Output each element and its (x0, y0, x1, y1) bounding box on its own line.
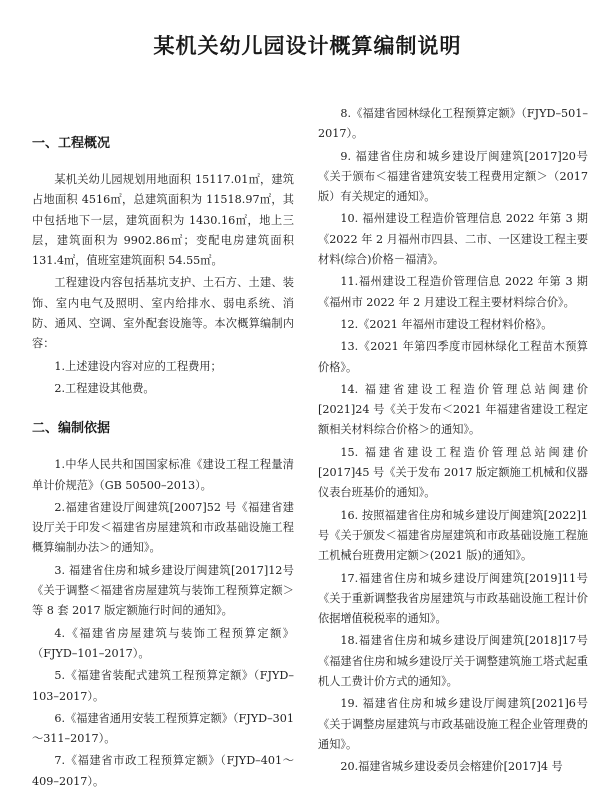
overview-paragraph: 2.工程建设其他费。 (54, 381, 155, 395)
overview-paragraph: 某机关幼儿园规划用地面积 15117.01㎡，建筑占地面积 4516㎡，总建筑面积为 11518.97㎡，其中包括地下一层，建筑面积为 1430.16㎡，地上三层，建筑面积为 9902.86㎡；变配电房建筑面积 131.4㎡，值班室建筑面积 54.55㎡。 (32, 173, 294, 268)
overview-paragraph: 1.上述建设内容对应的工程费用； (54, 359, 222, 373)
basis-item: 3. 福建省住房和城乡建设厅闽建筑[2017]12号《关于调整＜福建省房屋建筑与装饰工程预算定额＞等 8 套 2017 版定额施行时间的通知》。 (32, 563, 294, 618)
basis-item: 1.中华人民共和国国家标准《建设工程工程量清单计价规范》（GB 50500–2013）。 (32, 458, 294, 492)
basis-item: 11.福州建设工程造价管理信息 2022 年第 3 期《福州市 2022 年 2 月建设工程主要材料综合价》。 (318, 275, 588, 309)
basis-item: 2.福建省建设厅闽建筑[2007]52 号《福建省建设厅关于印发＜福建省房屋建筑和市政基础设施工程概算编制办法＞的通知》。 (32, 500, 294, 555)
basis-item: 5.《福建省装配式建筑工程预算定额》（FJYD–103–2017）。 (32, 669, 294, 703)
basis-item: 15. 福建省建设工程造价管理总站闽建价[2017]45 号《关于发布 2017 版定额施工机械和仪器仪表台班基价的通知》。 (318, 445, 588, 500)
basis-item: 18.福建省住房和城乡建设厅闽建筑[2018]17号《福建省住房和城乡建设厅关于调整建筑施工塔式起重机人工费计价方式的通知》。 (318, 634, 588, 689)
left-column (32, 118, 294, 794)
basis-item: 17.福建省住房和城乡建设厅闽建筑[2019]11号《关于重新调整我省房屋建筑与市政基础设施工程计价依据增值税税率的通知》。 (318, 571, 588, 626)
basis-item: 12.《2021 年福州市建设工程材料价格》。 (340, 317, 553, 331)
basis-item: 13.《2021 年第四季度市园林绿化工程苗木预算价格》。 (318, 340, 588, 374)
basis-item: 16. 按照福建省住房和城乡建设厅闽建筑[2022]1 号《关于颁发＜福建省房屋建筑和市政基础设施工程施工机械台班费用定额＞(2021 版)的通知》。 (318, 508, 588, 563)
basis-item: 20.福建省城乡建设委员会榕建价[2017]4 号 (340, 760, 563, 774)
section-heading-overview: 一、工程概况 (32, 136, 111, 151)
basis-item: 19. 福建省住房和城乡建设厅闽建筑[2021]6号《关于调整房屋建筑与市政基础设施工程企业管理费的通知》。 (318, 697, 588, 751)
basis-item: 14. 福建省建设工程造价管理总站闽建价[2021]24 号《关于发布＜2021 年福建省建设工程定额相关材料综合价格＞的通知》。 (318, 382, 588, 437)
document-title: 某机关幼儿园设计概算编制说明 (153, 34, 462, 58)
basis-item: 6.《福建省通用安装工程预算定额》（FJYD–301～311–2017）。 (32, 711, 295, 746)
overview-paragraph: 工程建设内容包括基坑支护、土石方、土建、装饰、室内电气及照明、室内给排水、弱电系统、消防、通风、空调、室外配套设施等。本次概算编制内容： (32, 276, 294, 351)
basis-item: 7.《福建省市政工程预算定额》（FJYD–401～409–2017）。 (32, 754, 294, 788)
section-heading-basis: 二、编制依据 (32, 421, 111, 437)
basis-item: 9. 福建省住房和城乡建设厅闽建筑[2017]20号《关于颁布＜福建省建筑安装工程费用定额＞（2017 版）有关规定的通知》。 (318, 149, 588, 204)
basis-item: 4.《福建省房屋建筑与装饰工程预算定额》（FJYD–101–2017）。 (32, 626, 294, 660)
basis-item: 8.《福建省园林绿化工程预算定额》（FJYD–501–2017）。 (318, 107, 588, 141)
right-column (318, 104, 588, 780)
basis-item: 10. 福州建设工程造价管理信息 2022 年第 3 期《2022 年 2 月福州市四县、二市、一区建设工程主要材料(综合)价格－福清》。 (318, 212, 589, 267)
